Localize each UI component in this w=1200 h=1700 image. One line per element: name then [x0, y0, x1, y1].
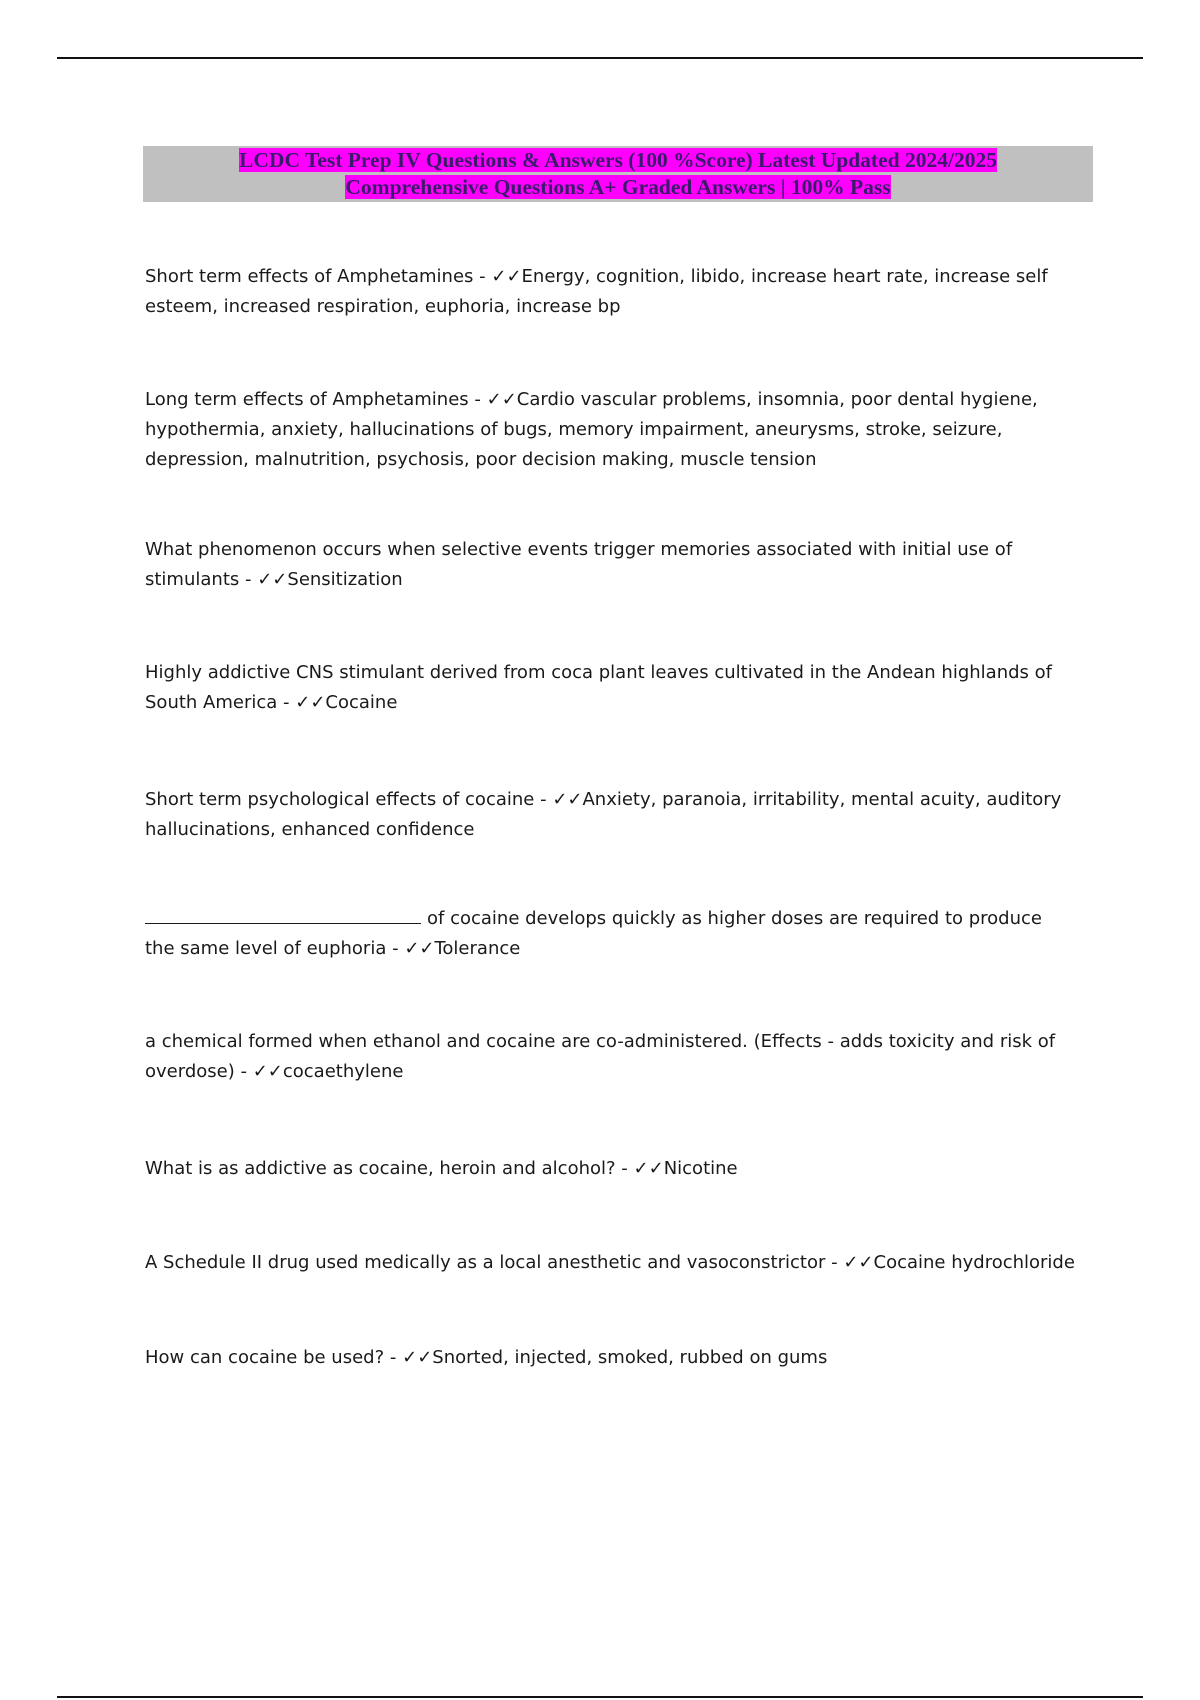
- question-text: What phenomenon occurs when selective events trigger memories associated with initial use of stimulants: [145, 539, 1013, 590]
- separator: -: [239, 569, 258, 590]
- double-check-icon: ✓✓: [252, 1061, 283, 1082]
- double-check-icon: ✓✓: [552, 789, 583, 810]
- separator: -: [825, 1252, 844, 1273]
- qa-item-8: [145, 1154, 1075, 1184]
- answer-text: Nicotine: [663, 1158, 738, 1179]
- question-text: Highly addictive CNS stimulant derived from coca plant leaves cultivated in the Andean highlands of South America: [145, 662, 1052, 713]
- double-check-icon: ✓✓: [491, 266, 522, 287]
- answer-text: Snorted, injected, smoked, rubbed on gums: [432, 1347, 828, 1368]
- question-text: Long term effects of Amphetamines: [145, 389, 469, 410]
- separator: -: [615, 1158, 634, 1179]
- double-check-icon: ✓✓: [486, 389, 517, 410]
- separator: -: [473, 266, 492, 287]
- title-line-1: LCDC Test Prep IV Questions & Answers (100 %Score) Latest Updated 2024/2025: [239, 148, 997, 172]
- question-text: How can cocaine be used?: [145, 1347, 385, 1368]
- double-check-icon: ✓✓: [633, 1158, 664, 1179]
- double-check-icon: ✓✓: [295, 692, 326, 713]
- separator: -: [384, 1347, 403, 1368]
- qa-item-7: [145, 1027, 1075, 1087]
- separator: -: [277, 692, 296, 713]
- qa-item-10: [145, 1343, 1075, 1373]
- question-text: What is as addictive as cocaine, heroin and alcohol?: [145, 1158, 616, 1179]
- qa-item-5: [145, 785, 1075, 845]
- answer-text: cocaethylene: [282, 1061, 404, 1082]
- qa-item-3: [145, 535, 1075, 595]
- separator: -: [534, 789, 553, 810]
- qa-item-6: [145, 904, 1075, 964]
- document-title: [143, 146, 1093, 202]
- top-rule: [57, 57, 1143, 59]
- double-check-icon: ✓✓: [402, 1347, 433, 1368]
- qa-item-9: [145, 1248, 1075, 1278]
- answer-text: Cocaine: [325, 692, 398, 713]
- answer-text: Tolerance: [434, 938, 521, 959]
- separator: -: [234, 1061, 253, 1082]
- separator: -: [468, 389, 487, 410]
- answer-text: Energy, cognition, libido, increase heart rate, increase self esteem, increased respiration, euphoria, increase bp: [145, 266, 1048, 317]
- qa-item-2: [145, 385, 1075, 475]
- qa-item-1: [145, 262, 1075, 322]
- question-text: A Schedule II drug used medically as a local anesthetic and vasoconstrictor: [145, 1252, 826, 1273]
- fill-in-blank: [145, 905, 421, 924]
- answer-text: Cardio vascular problems, insomnia, poor dental hygiene, hypothermia, anxiety, hallucinations of bugs, memory impairment, aneurysms, stroke, seizure, depression, malnutrition, psychosis, poor decision making, muscle tension: [145, 389, 1038, 470]
- question-text: Short term effects of Amphetamines: [145, 266, 474, 287]
- question-text: Short term psychological effects of cocaine: [145, 789, 535, 810]
- qa-item-4: [145, 658, 1075, 718]
- title-line-2: Comprehensive Questions A+ Graded Answers | 100% Pass: [345, 175, 891, 199]
- double-check-icon: ✓✓: [404, 938, 435, 959]
- double-check-icon: ✓✓: [257, 569, 288, 590]
- answer-text: Sensitization: [287, 569, 403, 590]
- separator: -: [386, 938, 405, 959]
- question-text: of cocaine develops quickly as higher doses are required to produce the same level of euphoria: [145, 908, 1042, 959]
- answer-text: Cocaine hydrochloride: [873, 1252, 1075, 1273]
- answer-text: Anxiety, paranoia, irritability, mental acuity, auditory hallucinations, enhanced confidence: [145, 789, 1062, 840]
- question-text: a chemical formed when ethanol and cocaine are co-administered. (Effects - adds toxicity and risk of overdose): [145, 1031, 1056, 1082]
- double-check-icon: ✓✓: [843, 1252, 874, 1273]
- bottom-rule: [57, 1696, 1143, 1698]
